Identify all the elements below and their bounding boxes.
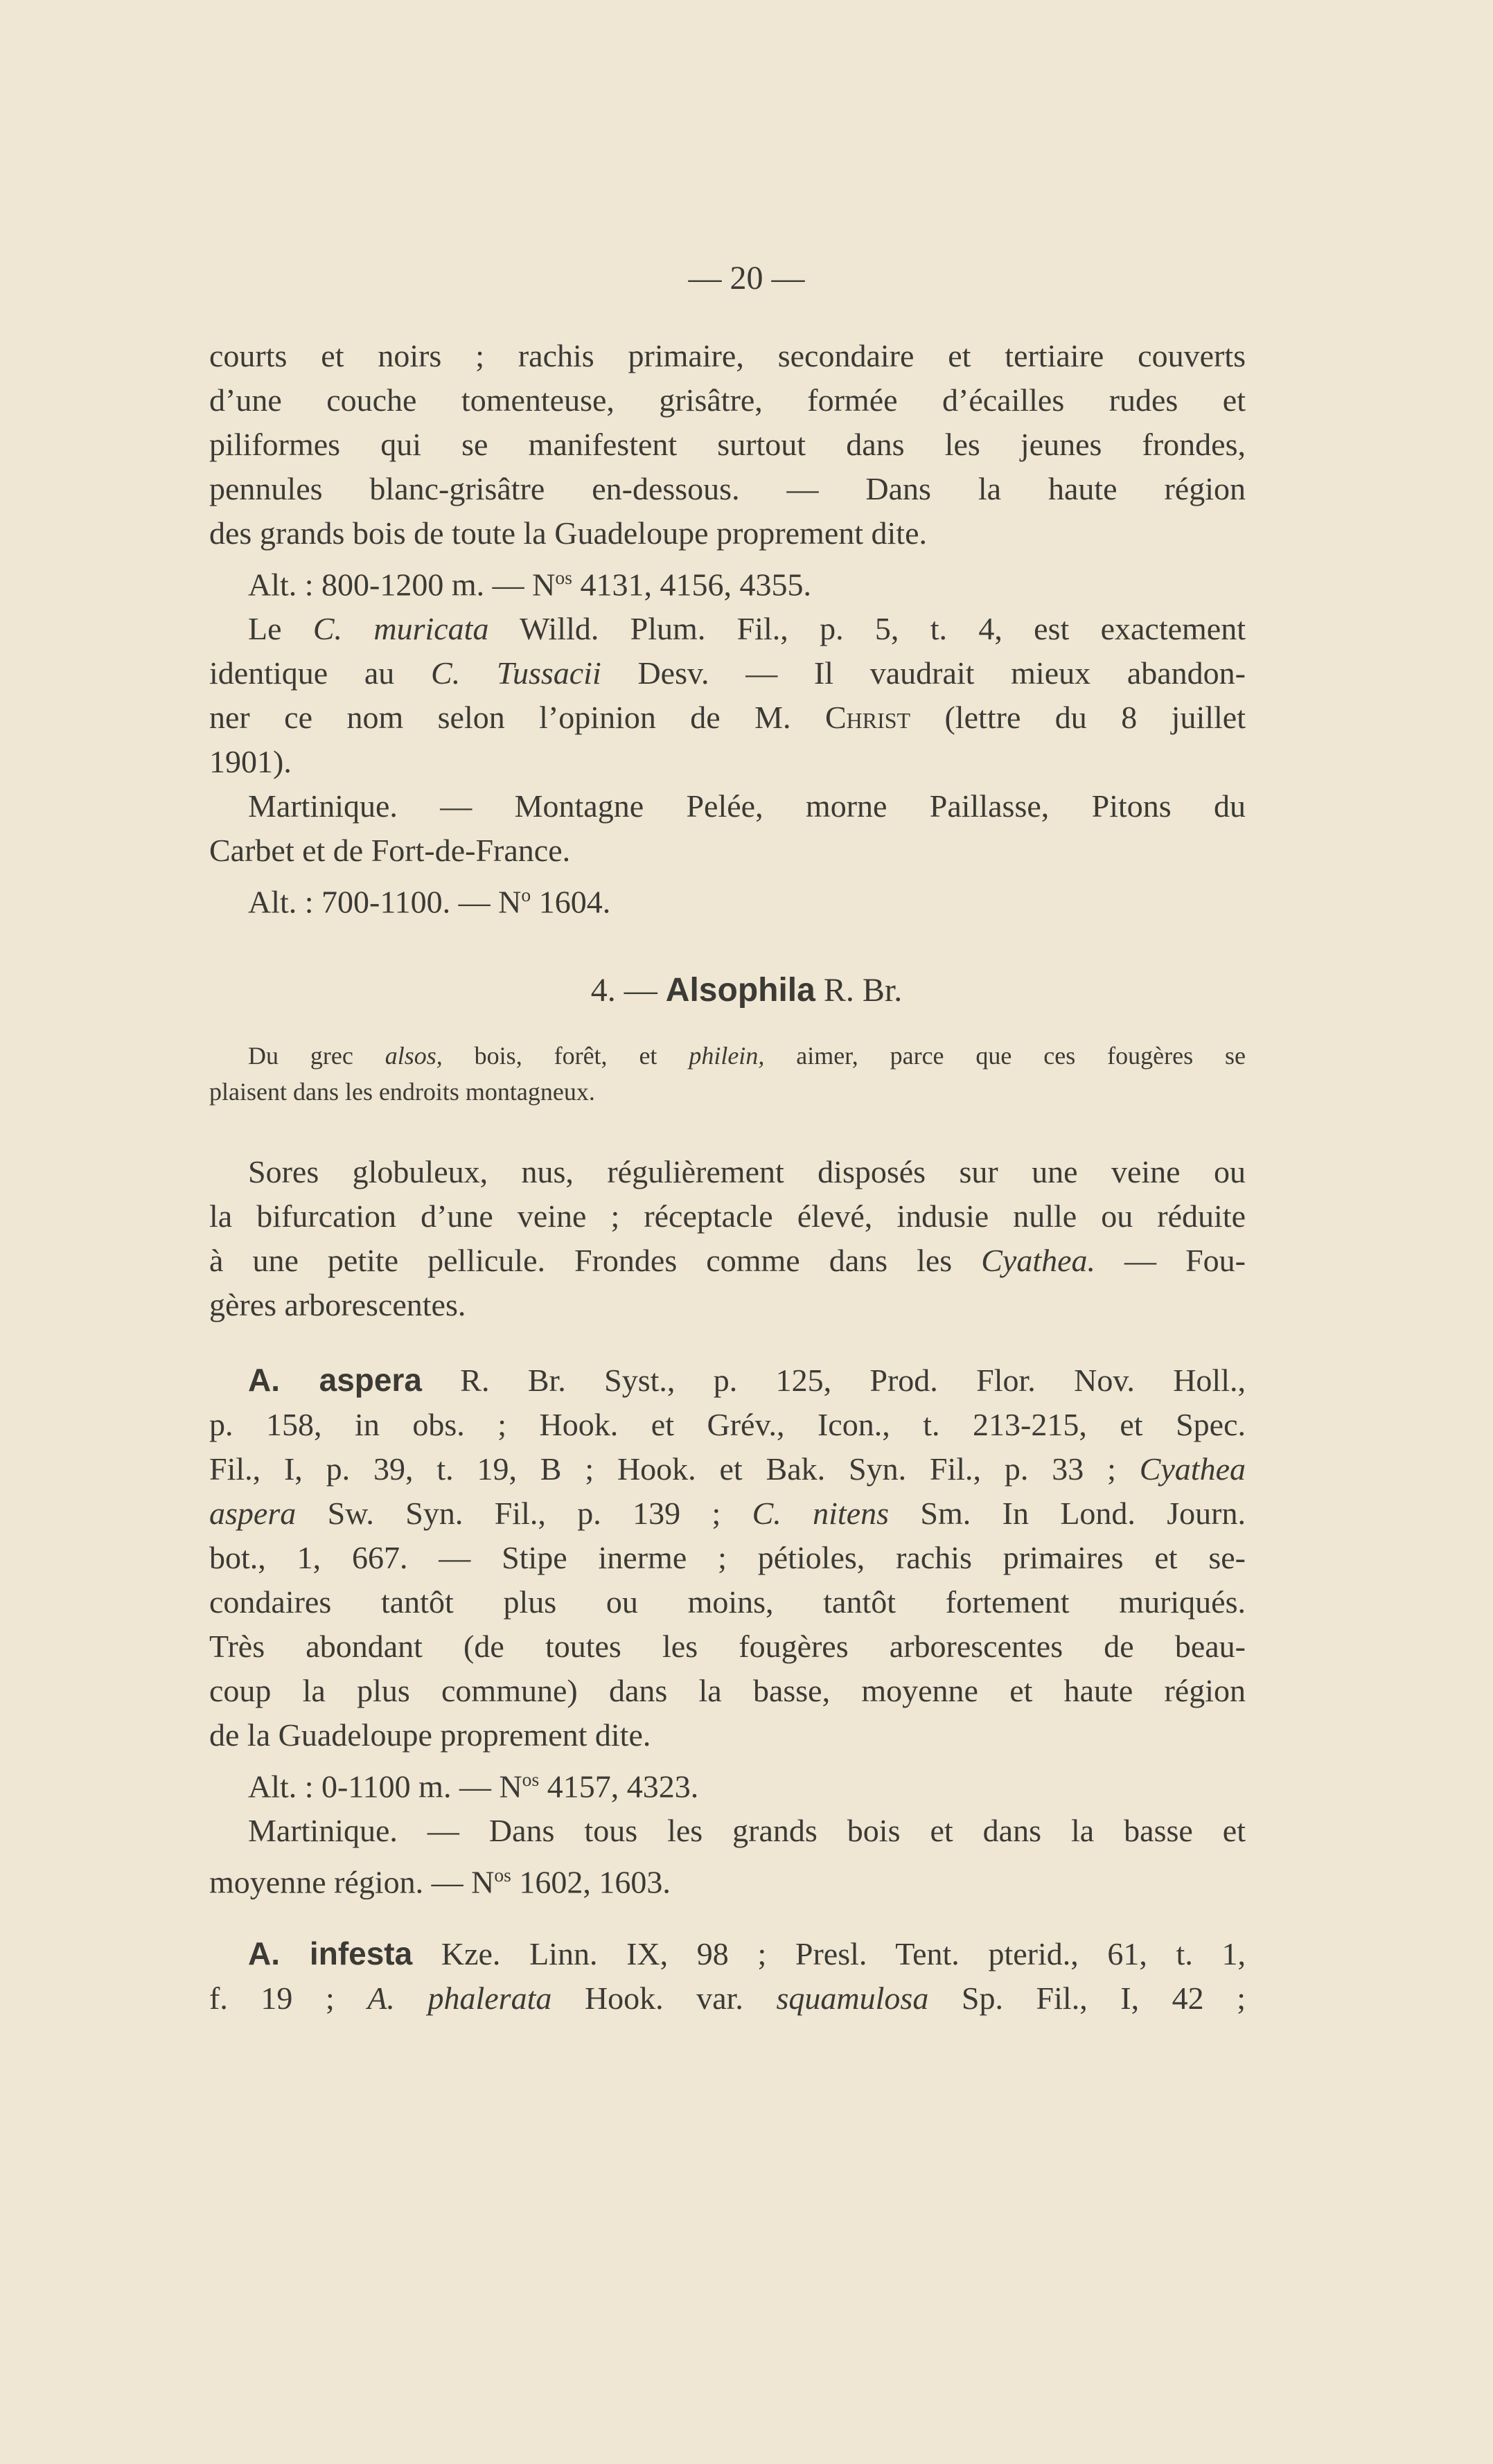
text-line: [209, 873, 1246, 924]
text-span: — Fou-: [1095, 1243, 1246, 1278]
species-name: Cyathea: [1139, 1451, 1246, 1487]
text-line: piliformes qui se manifestent surtout dans les jeunes frondes,: [209, 427, 1246, 462]
text-line: Sores globuleux, nus, régulièrement disposés sur une veine ou: [248, 1154, 1246, 1189]
text-line: plaisent dans les endroits montagneux.: [209, 1078, 595, 1106]
text-span: 4131, 4156, 4355.: [572, 567, 811, 603]
paragraph-cyathea-continuation: [209, 334, 1246, 925]
text-span: bois, forêt, et: [442, 1042, 689, 1070]
text-line: [209, 1358, 1246, 1403]
text-line: [209, 695, 1246, 740]
text-line: [209, 607, 1246, 651]
text-span: Alt. : 0-1100 m. — N: [248, 1769, 522, 1805]
text-span: Desv. — Il vaudrait mieux abandon-: [601, 655, 1246, 691]
superscript: o: [521, 884, 531, 906]
page-number: — 20 —: [688, 260, 805, 296]
text-line: [209, 1931, 1246, 1976]
text-line: [209, 1491, 1246, 1536]
text-line: [209, 556, 1246, 607]
text-line: d’une couche tomenteuse, grisâtre, formée d’écailles rudes et: [209, 382, 1246, 418]
superscript: os: [494, 1864, 511, 1886]
text-span: Sm. In Lond. Journ.: [889, 1496, 1246, 1531]
text-line: courts et noirs ; rachis primaire, secondaire et tertiaire couverts: [209, 338, 1246, 373]
person-name: Christ: [824, 700, 911, 736]
text-line: Martinique. — Montagne Pelée, morne Paillasse, Pitons du: [248, 788, 1246, 824]
text-line: p. 158, in obs. ; Hook. et Grév., Icon., t. 213-215, et Spec.: [209, 1407, 1246, 1442]
species-title: A. infesta: [248, 1935, 413, 1971]
etymology-note: [209, 1038, 1246, 1110]
text-span: R. Br. Syst., p. 125, Prod. Flor. Nov. Holl.,: [421, 1363, 1246, 1398]
text-line: bot., 1, 667. — Stipe inerme ; pétioles, rachis primaires et se-: [209, 1540, 1246, 1575]
greek-word: philein,: [689, 1042, 765, 1070]
text-span: Le: [248, 611, 313, 647]
text-span: Sp. Fil., I, 42 ;: [928, 1980, 1246, 2016]
text-span: moyenne région. — N: [209, 1864, 495, 1900]
text-line: gères arborescentes.: [209, 1287, 466, 1322]
text-line: condaires tantôt plus ou moins, tantôt fortement muriqués.: [209, 1584, 1246, 1620]
species-entry-aspera: [209, 1358, 1246, 1905]
text-span: Kze. Linn. IX, 98 ; Presl. Tent. pterid., 61, t. 1,: [412, 1936, 1246, 1971]
text-line: Martinique. — Dans tous les grands bois et dans la basse et: [248, 1813, 1246, 1849]
section-heading: [0, 974, 1493, 1007]
text-span: Alt. : 800-1200 m. — N: [248, 567, 556, 603]
greek-word: alsos,: [385, 1042, 443, 1070]
text-span: Willd. Plum. Fil., p. 5, t. 4, est exactement: [488, 611, 1246, 647]
text-line: de la Guadeloupe proprement dite.: [209, 1717, 651, 1753]
species-name: A. phalerata: [367, 1980, 552, 2016]
text-span: (lettre du 8 juillet: [910, 700, 1246, 736]
text-span: aimer, parce que ces fougères se: [764, 1042, 1246, 1070]
text-line: [209, 1038, 1246, 1074]
text-span: Du grec: [248, 1042, 385, 1070]
superscript: os: [522, 1769, 540, 1790]
genus-ref: Cyathea.: [981, 1243, 1096, 1278]
species-name: C. muricata: [312, 611, 489, 647]
text-span: Alt. : 700-1100. — N: [248, 884, 522, 920]
text-line: [209, 1239, 1246, 1283]
species-entry-infesta: [209, 1931, 1246, 2021]
text-line: la bifurcation d’une veine ; réceptacle élevé, indusie nulle ou réduite: [209, 1198, 1246, 1234]
genus-description: [209, 1150, 1246, 1327]
section-number: 4. —: [590, 972, 657, 1009]
text-span: à une petite pellicule. Frondes comme dans les: [209, 1243, 982, 1278]
species-name: squamulosa: [776, 1980, 929, 2016]
text-line: [209, 1447, 1246, 1491]
superscript: os: [555, 567, 572, 588]
species-name: aspera: [209, 1496, 297, 1531]
text-span: 1604.: [531, 884, 611, 920]
genus-name: Alsophila: [665, 972, 815, 1009]
text-line: 1901).: [209, 744, 292, 780]
text-span: 4157, 4323.: [539, 1769, 699, 1805]
text-line: [209, 1853, 1246, 1904]
text-span: identique au: [209, 655, 432, 691]
text-span: Fil., I, p. 39, t. 19, B ; Hook. et Bak. Syn. Fil., p. 33 ;: [209, 1451, 1140, 1487]
text-span: Sw. Syn. Fil., p. 139 ;: [296, 1496, 752, 1531]
species-title: A. aspera: [248, 1362, 422, 1398]
text-span: Hook. var.: [551, 1980, 777, 2016]
text-span: ner ce nom selon l’opinion de M.: [209, 700, 825, 736]
species-name: C. Tussacii: [431, 655, 601, 691]
genus-author: R. Br.: [823, 972, 903, 1009]
text-line: Carbet et de Fort-de-France.: [209, 833, 571, 869]
text-line: coup la plus commune) dans la basse, moyenne et haute région: [209, 1673, 1246, 1708]
text-line: des grands bois de toute la Guadeloupe proprement dite.: [209, 515, 927, 551]
text-line: Très abondant (de toutes les fougères arborescentes de beau-: [209, 1629, 1246, 1664]
text-span: f. 19 ;: [209, 1980, 368, 2016]
text-span: 1602, 1603.: [511, 1864, 671, 1900]
text-line: pennules blanc-grisâtre en-dessous. — Dans la haute région: [209, 471, 1246, 506]
text-line: [209, 651, 1246, 695]
text-line: [209, 1757, 1246, 1809]
species-name: C. nitens: [752, 1496, 890, 1531]
text-line: [209, 1976, 1246, 2021]
